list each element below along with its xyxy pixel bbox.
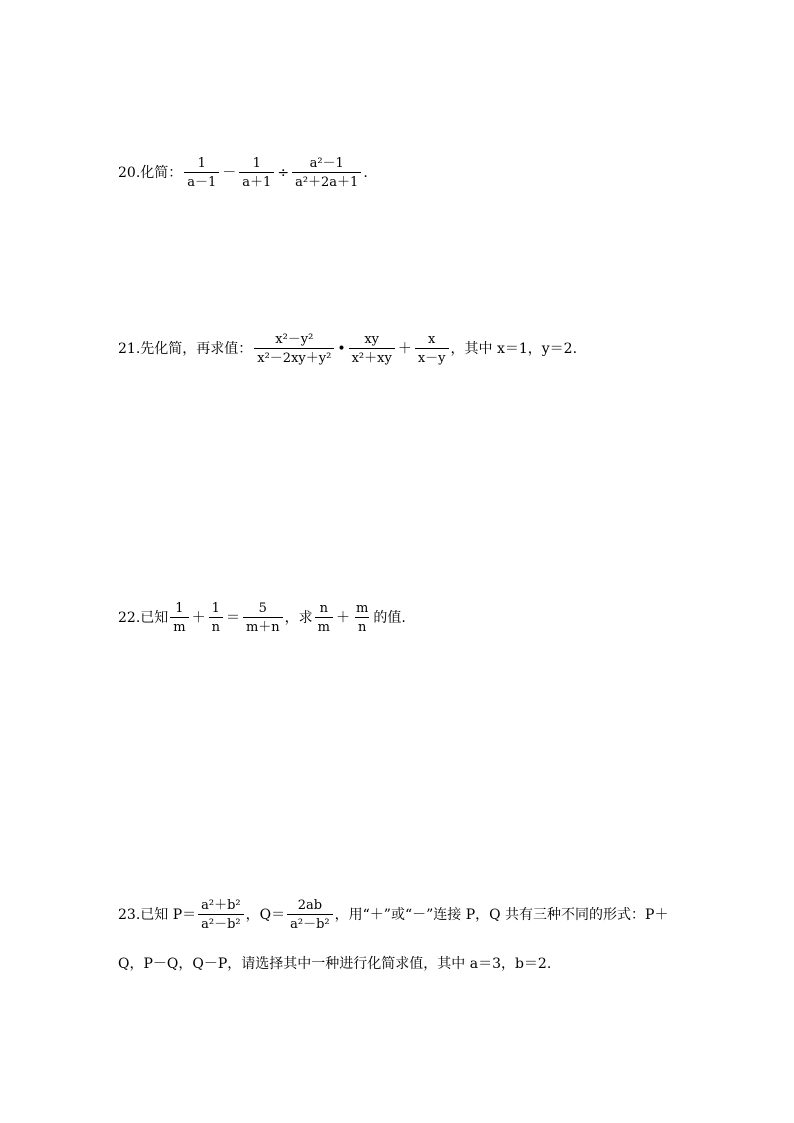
numerator: 5 [258, 601, 267, 616]
problem-20-prefix: 20.化简： [118, 165, 183, 181]
problem-23-mid: ，Q＝ [245, 907, 286, 923]
problem-22 [118, 602, 406, 634]
problem-22-prefix: 22.已知 [118, 610, 169, 626]
numerator: 1 [197, 156, 206, 171]
numerator: 2ab [297, 898, 323, 913]
problem-23-line2: Q，P－Q，Q－P，请选择其中一种进行化简求值，其中 a＝3，b＝2. [118, 956, 552, 972]
numerator: x [427, 332, 436, 347]
numerator: 1 [211, 601, 220, 616]
numerator: 1 [252, 156, 261, 171]
fraction [315, 602, 333, 634]
denominator: x²－2xy＋y² [254, 348, 334, 365]
problem-20-suffix: . [363, 165, 368, 181]
fraction [287, 899, 333, 931]
denominator: x－y [415, 348, 449, 365]
operator: － [222, 165, 237, 181]
problem-22-mid: ，求 [284, 610, 313, 626]
operator: • [337, 341, 346, 357]
problem-23 [118, 899, 668, 931]
fraction [239, 157, 274, 189]
problem-23-suffix: ，用“＋”或“－”连接 P，Q 共有三种不同的形式：P＋ [334, 907, 669, 923]
denominator: m [315, 617, 333, 634]
fraction [353, 602, 371, 634]
denominator: x²＋xy [349, 348, 395, 365]
denominator: n [355, 617, 369, 634]
problem-21-suffix: ，其中 x＝1，y＝2. [450, 341, 578, 357]
problem-21 [118, 333, 577, 365]
denominator: a－1 [184, 172, 219, 189]
operator: ＋ [191, 610, 206, 626]
denominator: a²－b² [198, 914, 244, 931]
problem-21-prefix: 21.先化简，再求值： [118, 341, 253, 357]
fraction [292, 157, 361, 189]
problem-20 [118, 157, 368, 189]
numerator: x²－y² [275, 332, 314, 347]
operator: ＋ [397, 341, 412, 357]
denominator: a²－b² [287, 914, 333, 931]
denominator: a²＋2a＋1 [292, 172, 361, 189]
numerator: a²＋b² [201, 898, 241, 913]
fraction [198, 899, 244, 931]
fraction [170, 602, 188, 634]
denominator: n [209, 617, 223, 634]
numerator: a²－1 [309, 156, 344, 171]
fraction [184, 157, 219, 189]
numerator: 1 [175, 601, 184, 616]
fraction [209, 602, 223, 634]
fraction [349, 333, 395, 365]
problem-23-prefix: 23.已知 P＝ [118, 907, 197, 923]
operator: ÷ [277, 165, 290, 181]
fraction [415, 333, 449, 365]
denominator: m [170, 617, 188, 634]
numerator: n [319, 601, 329, 616]
denominator: m＋n [243, 617, 283, 634]
numerator: xy [364, 332, 380, 347]
fraction [254, 333, 334, 365]
fraction [243, 602, 283, 634]
numerator: m [356, 601, 369, 616]
operator: ＝ [225, 610, 240, 626]
denominator: a＋1 [239, 172, 274, 189]
problem-22-suffix: 的值. [373, 610, 406, 626]
operator: ＋ [336, 610, 350, 626]
